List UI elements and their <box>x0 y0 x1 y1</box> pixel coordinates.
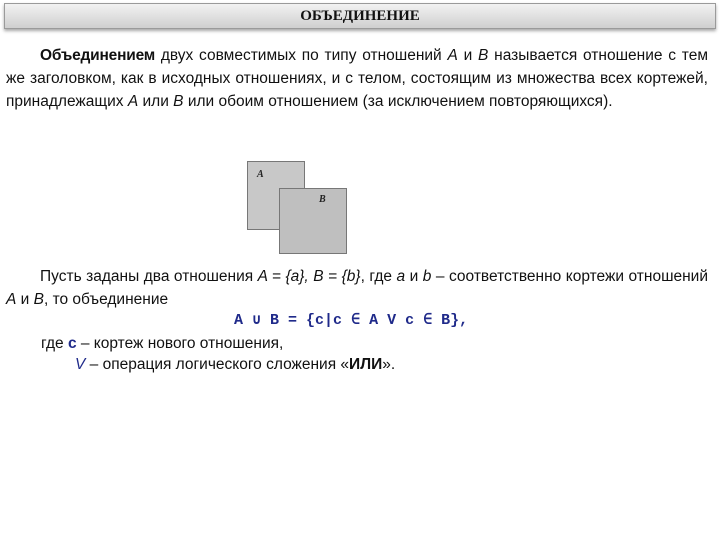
or-text: – операция логического сложения « <box>85 356 350 373</box>
or-text-end: ». <box>382 356 396 373</box>
where-text: – кортеж нового отношения, <box>76 335 284 352</box>
relation-b: B <box>33 291 44 308</box>
union-formula: A ∪ B = {c|c ∈ A V c ∈ B}, <box>234 312 469 329</box>
slide-title-bar <box>4 3 716 29</box>
relation-a: A <box>447 47 458 64</box>
relation-b: B <box>478 47 489 64</box>
or-operation-line <box>75 354 395 376</box>
definition-text: или <box>138 93 174 110</box>
example-text: , где <box>360 268 397 285</box>
relation-a: A <box>127 93 139 110</box>
definition-text: и <box>457 47 479 64</box>
slide-title: ОБЪЕДИНЕНИЕ <box>300 8 420 24</box>
c-symbol: c <box>67 335 77 352</box>
tuple-b: b <box>422 268 432 285</box>
set-b-rectangle <box>279 188 347 254</box>
definition-paragraph <box>6 44 708 113</box>
definition-text: называется отношение с тем же заголовком, как в исходных отношениях, и с телом, состоящим из множества всех кортежей, принадлежащих <box>6 47 708 110</box>
definition-term: Объединением <box>40 47 156 64</box>
example-text: и <box>405 268 423 285</box>
where-prefix: где <box>41 335 68 352</box>
example-equation: A = {a}, B = {b} <box>257 268 361 285</box>
definition-text: или обоим отношением (за исключением повторяющихся). <box>183 93 613 110</box>
relation-b: B <box>173 93 184 110</box>
example-text: – соответственно кортежи отношений <box>431 268 709 285</box>
v-symbol: V <box>75 356 86 373</box>
tuple-a: a <box>396 268 406 285</box>
where-line <box>41 333 283 355</box>
set-a-label: A <box>257 169 264 180</box>
definition-text: двух совместимых по типу отношений <box>155 47 448 64</box>
example-text: , то объединение <box>43 291 169 308</box>
example-paragraph <box>6 265 708 311</box>
example-text: и <box>16 291 34 308</box>
or-keyword: ИЛИ <box>349 356 383 373</box>
relation-a: A <box>6 291 17 308</box>
union-diagram <box>247 161 347 255</box>
set-b-label: B <box>319 194 326 205</box>
example-text: Пусть заданы два отношения <box>40 268 258 285</box>
